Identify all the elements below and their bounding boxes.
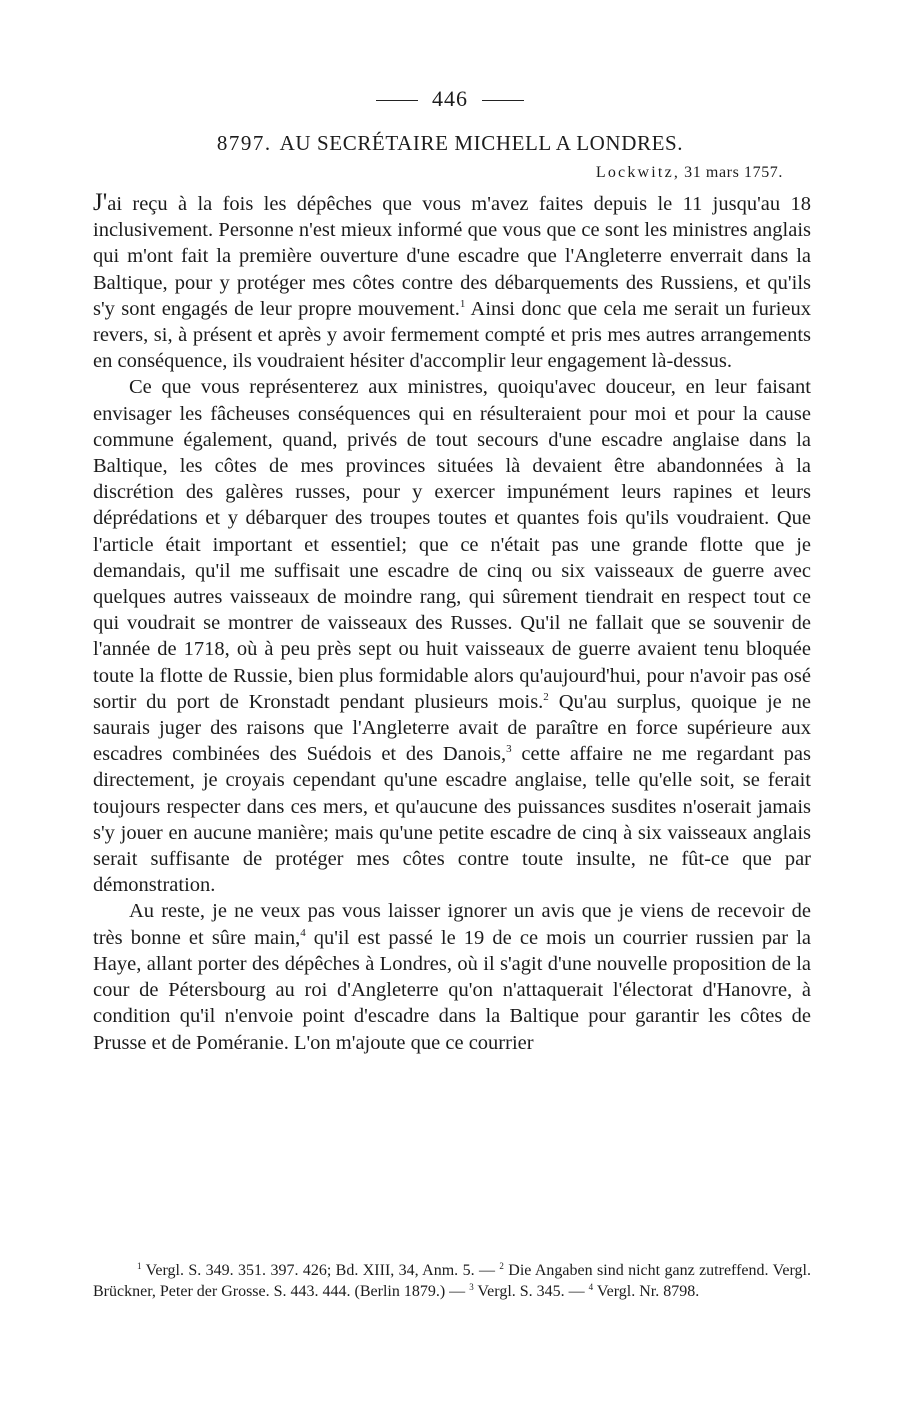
letter-title: AU SECRÉTAIRE MICHELL A LONDRES. (279, 131, 684, 155)
paragraph-2-text-c: cette affaire ne me regardant pas directement, je croyais cependant qu'une escadre anglaise, telle qu'elle soit, se ferait toujours respecter dans ces mers, et qu'aucune des puissances susdites n'oserait jamais s'y jouer en aucune manière; mais qu'une petite escadre de cinq à six vaisseaux anglais serait suffisante de protéger mes côtes contre toute insulte, ne fût-ce que par démonstration. (93, 743, 812, 897)
page-number-text: 446 (432, 86, 468, 111)
paragraph-2 (93, 374, 811, 898)
footnote-marker-3: 3 (469, 1282, 474, 1292)
paragraph-2-text-b: Qu'au surplus, quoique je ne saurais juger des raisons que l'Angleterre avait de paraître en force supérieure aux escadres combinées des Suédois et des Danois, (93, 690, 811, 766)
paragraph-1-text-b: Ainsi donc que cela me serait un furieux revers, si, à présent et après y avoir fermement compté et pris mes autres arrangements en conséquence, ils voudraient hésiter d'accomplir leur engagement là-dessus. (93, 297, 811, 373)
letter-heading (0, 131, 900, 156)
footnote-marker-4: 4 (588, 1282, 594, 1292)
paragraph-3-text-a: Au reste, je ne veux pas vous laisser ignorer un avis que je viens de recevoir de très bonne et sûre main, (93, 900, 811, 949)
footnotes (93, 1260, 811, 1302)
letter-place: Lockwitz, (595, 164, 681, 181)
letter-number: 8797. (216, 131, 272, 155)
footnote-text-3: Vergl. S. 345. — (473, 1283, 589, 1300)
page-number-left-rule (376, 100, 418, 101)
page-number (0, 86, 900, 112)
footnote-ref-4: 4 (300, 926, 306, 939)
letter-dateline (596, 164, 783, 182)
paragraph-3-text-b: qu'il est passé le 19 de ce mois un courrier russien par la Haye, allant porter des dépêches à Londres, où il s'agit d'une nouvelle proposition de la cour de Pétersbourg au roi d'Angleterre qu'on n'attaquerait l'électorat d'Hanovre, à condition qu'il n'envoie point d'escadre dans la Baltique pour garantir les côtes de Prusse et de Poméranie. L'on m'ajoute que ce courrier (93, 926, 812, 1054)
paragraph-1-text-a: J'ai reçu à la fois les dépêches que vous m'avez faites depuis le 11 jusqu'au 18 inclusivement. Personne n'est mieux informé que vous que ce sont les ministres anglais qui m'ont fait la première ouverture d'une escadre que l'Angleterre enverrait dans la Baltique, pour y protéger mes côtes contre des débarquements des Russiens, et qu'ils s'y sont engagés de leur propre mouvement. (93, 189, 811, 320)
paragraph-2-text-a: Ce que vous représenterez aux ministres, quoiqu'avec douceur, en leur faisant envisager les fâcheuses conséquences qui en résulteraient pour moi et pour la cause commune également, quand, privés de tout secours d'une escadre anglaise dans la Baltique, les côtes de mes provinces situées là devaient être abandonnées à la discrétion des galères russes, pour y exercer impunément leurs rapines et leurs déprédations et y débarquer des troupes toutes et quantes fois qu'ils voudraient. Que l'article était important et essentiel; que ce n'était pas une grande flotte que je demandais, qu'il me suffisait une escadre de cinq ou six vaisseaux de guerre avec quelques autres vaisseaux de moindre rang, qui sûrement tiendrait en respect tout ce qui voudrait se montrer de vaisseaux des Russes. Qu'il ne fallait que se souvenir de l'année de 1718, où à peu près sept ou huit vaisseaux de guerre avaient tenu bloquée toute la flotte de Russie, bien plus formidable alors qu'aujourd'hui, pour n'avoir pas osé sortir du port de Kronstadt pendant plusieurs mois. (93, 376, 811, 713)
paragraph-3 (93, 898, 811, 1055)
footnote-ref-2: 2 (543, 690, 549, 703)
paragraph-1 (93, 190, 811, 374)
footnote-ref-3: 3 (506, 743, 512, 756)
footnote-ref-1: 1 (459, 297, 466, 310)
footnote-marker-2: 2 (499, 1261, 504, 1271)
page-number-right-rule (482, 100, 524, 101)
footnote-block (93, 1260, 811, 1302)
footnote-text-2: Die Angaben sind nicht ganz zutreffend. Vergl. Brückner, Peter der Grosse. S. 443. 444. (Berlin 1879.) — (93, 1262, 811, 1300)
footnote-text-1: Vergl. S. 349. 351. 397. 426; Bd. XIII, 34, Anm. 5. — (141, 1262, 500, 1279)
footnote-marker-1: 1 (137, 1261, 142, 1271)
letter-date: 31 mars 1757. (684, 164, 783, 181)
footnote-text-4: Vergl. Nr. 8798. (593, 1283, 700, 1300)
letter-body (93, 190, 811, 1056)
